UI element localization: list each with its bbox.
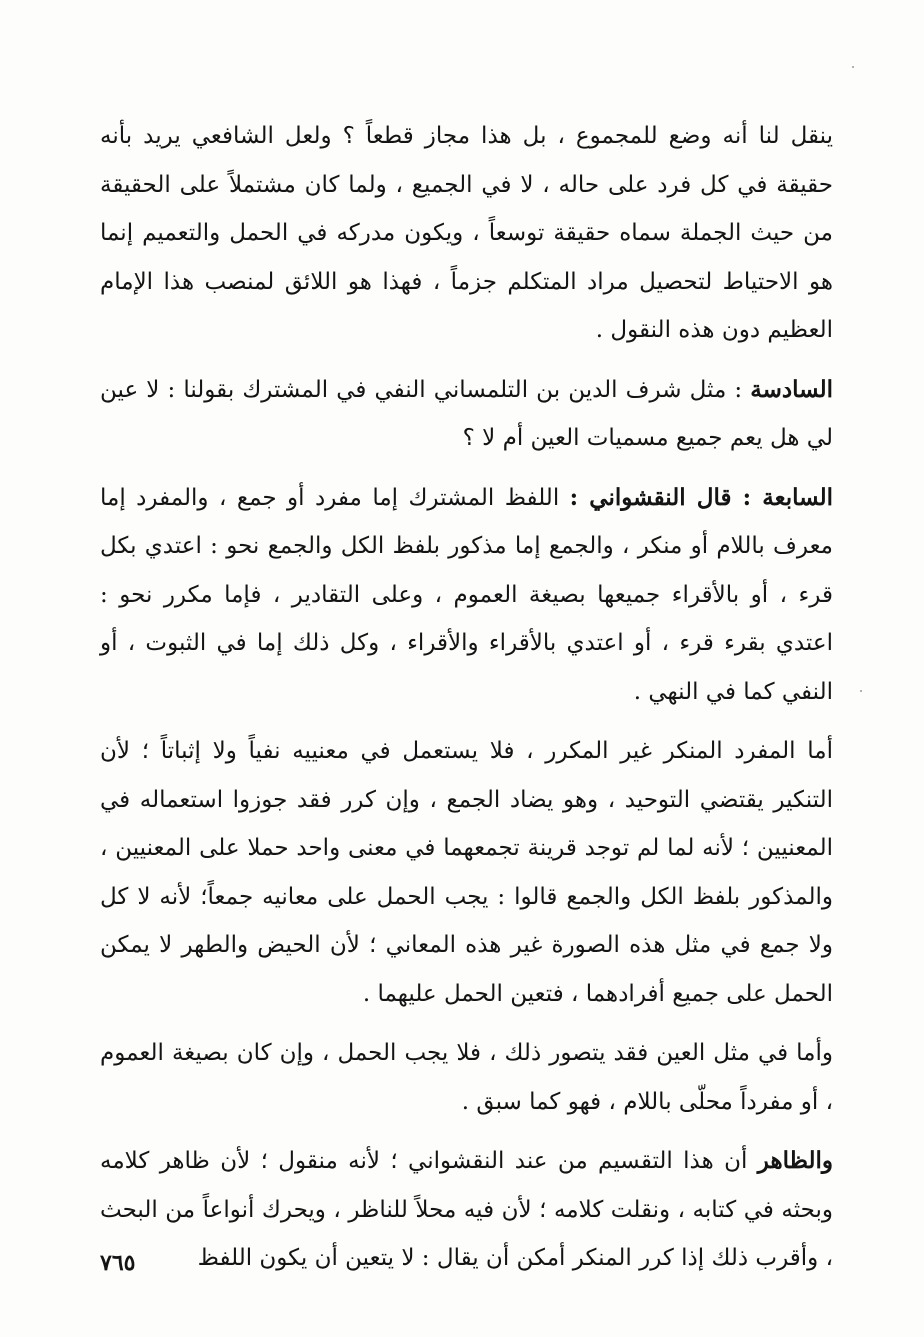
paragraph-5	[100, 1029, 833, 1126]
paragraph-text: وأما في مثل العين فقد يتصور ذلك ، فلا يجب الحمل ، وإن كان بصيغة العموم ، أو مفرداً محلّى باللام ، فهو كما سبق .	[100, 1040, 833, 1115]
paragraph-6	[100, 1137, 833, 1283]
paragraph-4	[100, 727, 833, 1018]
scan-speck	[860, 690, 862, 692]
paragraph-lead: السادسة	[750, 375, 834, 403]
paragraph-2	[100, 366, 833, 463]
paragraph-1	[100, 112, 833, 355]
scan-speck	[852, 66, 854, 68]
paragraph-text: : مثل شرف الدين بن التلمساني النفي في المشترك بقولنا : لا عين لي هل يعم جميع مسميات العين أم لا ؟	[100, 376, 833, 451]
paragraph-text: أن هذا التقسيم من عند النقشواني ؛ لأنه منقول ؛ لأن ظاهر كلامه وبحثه في كتابه ، ونقلت كلامه ؛ لأن فيه محلاً للناظر ، ويحرك أنواعاً من البحث ، وأقرب ذلك إذا كرر المنكر أمكن أن يقال : لا يتعين أن يكون اللفظ	[100, 1148, 833, 1271]
paragraph-text: أما المفرد المنكر غير المكرر ، فلا يستعمل في معنييه نفياً ولا إثباتاً ؛ لأن التنكير يقتضي التوحيد ، وهو يضاد الجمع ، وإن كرر فقد جوزوا استعماله في المعنيين ؛ لأنه لما لم توجد قرينة تجمعهما في معنى واحد حملا على المعنيين ، والمذكور بلفظ الكل والجمع قالوا : يجب الحمل على معانيه جمعاً؛ لأنه لا كل ولا جمع في مثل هذه الصورة غير هذه المعاني ؛ لأن الحيض والطهر لا يمكن الحمل على جميع أفرادهما ، فتعين الحمل عليهما .	[100, 738, 833, 1007]
paragraph-lead: السابعة : قال النقشواني :	[569, 483, 834, 511]
paragraph-text: اللفظ المشترك إما مفرد أو جمع ، والمفرد إما معرف باللام أو منكر ، والجمع إما مذكور بلفظ الكل والجمع نحو : اعتدي بكل قرء ، أو بالأقراء جميعها بصيغة العموم ، وعلى التقادير ، فإما مكرر نحو : اعتدي بقرء قرء ، أو اعتدي بالأقراء والأقراء ، وكل ذلك إما في الثبوت ، أو النفي كما في النهي .	[100, 484, 833, 705]
paragraph-lead: والظاهر	[757, 1147, 833, 1174]
paragraph-text: ينقل لنا أنه وضع للمجموع ، بل هذا مجاز قطعاً ؟ ولعل الشافعي يريد بأنه حقيقة في كل فرد على حاله ، لا في الجميع ، ولما كان مشتملاً على الحقيقة من حيث الجملة سماه حقيقة توسعاً ، ويكون مدركه في الحمل والتعميم إنما هو الاحتياط لتحصيل مراد المتكلم جزماً ، فهذا هو اللائق لمنصب هذا الإمام العظيم دون هذه النقول .	[100, 123, 833, 343]
page-number: ٧٦٥	[100, 1250, 136, 1276]
body-text	[100, 112, 833, 1294]
paragraph-3	[100, 474, 833, 717]
